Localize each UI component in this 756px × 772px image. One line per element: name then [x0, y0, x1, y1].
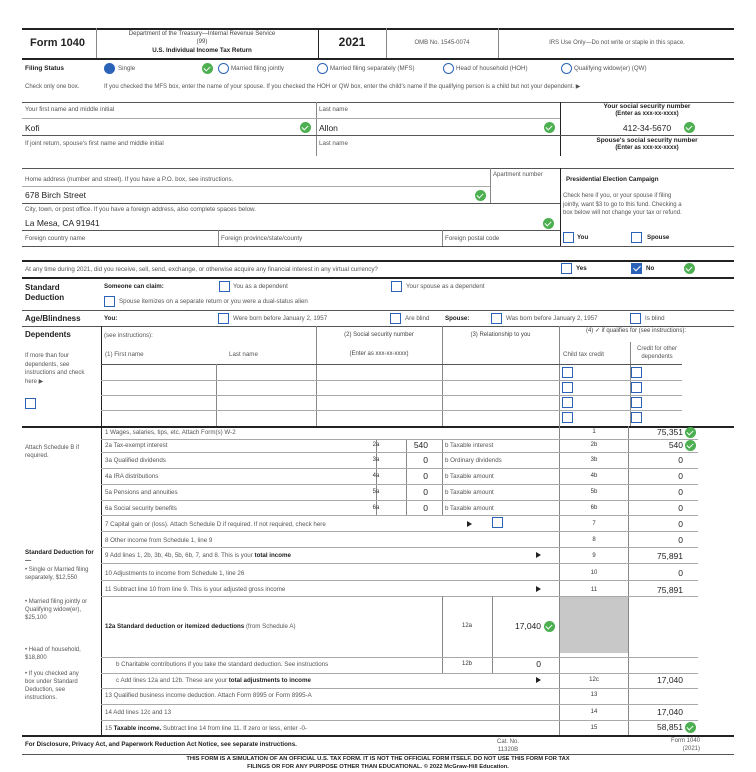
line15-text: Subtract line 14 from line 11. If zero or less, enter -0- [163, 725, 308, 732]
filing-status-label: Filing Status [25, 65, 64, 72]
more-dependents-note: If more than four dependents, see instructions and check here ▶ [25, 353, 85, 385]
dep-you-label: You as a dependent [233, 283, 288, 290]
line14-label: 14 Add lines 12c and 13 [105, 709, 172, 716]
line8-label: 8 Other income from Schedule 1, line 9 [105, 537, 213, 544]
mfs-radio[interactable] [317, 63, 328, 74]
line11-num: 11 [590, 587, 598, 593]
line12b-label: b Charitable contributions if you take the standard deduction. See instructions [116, 661, 329, 668]
line7-num: 7 [592, 521, 596, 527]
line12c-amount[interactable]: 17,040 [657, 675, 683, 685]
form-title: Form 1040 [30, 37, 86, 49]
line9-num: 9 [592, 553, 596, 559]
virtual-question: At any time during 2021, did you receive, sell, send, exchange, or otherwise acquire any financial interest in any virtual currency? [25, 266, 378, 273]
sidebar-std-item2: • Married filing jointly or Qualifying widow(er), $25,100 [25, 599, 88, 621]
line6b-label: b Taxable amount [445, 505, 494, 512]
spouse-ssn-label: Spouse's social security number [596, 137, 698, 144]
dep4-odc-checkbox[interactable] [631, 412, 642, 423]
spouse-blind-checkbox[interactable] [630, 313, 641, 324]
dep-col-ssn: (2) Social security number [344, 332, 414, 338]
dep-col-last: Last name [229, 351, 258, 358]
dep1-odc-checkbox[interactable] [631, 367, 642, 378]
line9-text: 9 Add lines 1, 2b, 3b, 4b, 5b, 6b, 7, and 8. This is your [105, 552, 253, 559]
someone-can-claim: Someone can claim: [104, 283, 164, 290]
footer-year: (2021) [682, 746, 700, 752]
cat-number: Cat. No. 11320B [496, 739, 519, 753]
dep-spouse-checkbox[interactable] [391, 281, 402, 292]
dep3-odc-checkbox[interactable] [631, 397, 642, 408]
line7-amount[interactable]: 0 [678, 519, 683, 529]
dept-name: Department of the Treasury—Internal Revenue Service [128, 31, 276, 37]
line2a-num: 2a [372, 442, 380, 448]
line4a-label: 4a IRA distributions [105, 473, 159, 480]
line14-num: 14 [590, 709, 598, 715]
dep-col-ctc: Child tax credit [563, 351, 604, 358]
line12a-text: 12a Standard deduction or itemized deductions [105, 623, 245, 630]
spouse-first-label: If joint return, spouse's first name and middle initial [25, 140, 164, 147]
spouse-blind-label: Is blind [645, 315, 665, 322]
last-name-valid-icon [544, 122, 555, 133]
you-blind-checkbox[interactable] [390, 313, 401, 324]
dep4-ctc-checkbox[interactable] [562, 412, 573, 423]
dep-col-relationship: (3) Relationship to you [470, 332, 531, 338]
virtual-no-label: No [646, 265, 655, 272]
itemizes-label: Spouse itemizes on a separate return or you were a dual-status alien [119, 298, 308, 305]
line4a-amount[interactable]: 0 [423, 471, 428, 481]
age-blindness-label: Age/Blindness [25, 314, 81, 323]
line6a-amount[interactable]: 0 [423, 503, 428, 513]
city-label: City, town, or post office. If you have a foreign address, also complete spaces below. [25, 206, 256, 213]
ssn-hint: (Enter as xxx-xx-xxxx) [615, 111, 679, 117]
dep-col-odc: Credit for other dependents [636, 346, 678, 360]
line12a-label [105, 623, 296, 630]
virtual-no-checkbox[interactable] [631, 263, 642, 274]
line10-amount[interactable]: 0 [678, 568, 683, 578]
line12-shaded-area [560, 597, 628, 653]
mfs-note: If you checked the MFS box, enter the name of your spouse. If you checked the HOH or QW box, enter the child's name if the qualifying person is a child but not your dependent. ▶ [104, 84, 581, 90]
itemizes-checkbox[interactable] [104, 296, 115, 307]
dep2-ctc-checkbox[interactable] [562, 382, 573, 393]
city-valid-icon [543, 218, 554, 229]
line15-num-text: 15 [105, 725, 112, 732]
line4b-num: 4b [590, 473, 598, 479]
more-dependents-checkbox[interactable] [25, 398, 36, 409]
sidebar-std-item1: • Single or Married filing separately, $12,550 [25, 567, 89, 581]
line3b-amount[interactable]: 0 [678, 455, 683, 465]
ssn-valid-icon [684, 122, 695, 133]
sidebar-std-title: Standard Deduction for— [25, 549, 94, 564]
age-you-label: You: [104, 315, 118, 322]
line11-amount[interactable]: 75,891 [657, 585, 683, 595]
dep2-odc-checkbox[interactable] [631, 382, 642, 393]
last-name-input[interactable]: Allon [319, 123, 338, 133]
omb-number: OMB No. 1545-0074 [414, 40, 470, 46]
province-label: Foreign province/state/county [221, 235, 303, 242]
simulation-notice-2: FILINGS OR FOR ANY PURPOSE OTHER THAN EDUCATIONAL. © 2022 McGraw-Hill Education. [247, 764, 509, 770]
you-born-checkbox[interactable] [218, 313, 229, 324]
dep-you-checkbox[interactable] [219, 281, 230, 292]
campaign-you-checkbox[interactable] [563, 232, 574, 243]
line3a-label: 3a Qualified dividends [105, 457, 166, 464]
mfs-label: Married filing separately (MFS) [330, 65, 415, 72]
line2b-valid-icon [685, 440, 696, 451]
disclosure-note: For Disclosure, Privacy Act, and Paperwork Reduction Act Notice, see separate instructions. [25, 741, 297, 748]
line5b-label: b Taxable amount [445, 489, 494, 496]
line1-amount[interactable]: 75,351 [657, 427, 683, 437]
campaign-spouse-checkbox[interactable] [631, 232, 642, 243]
first-name-label: Your first name and middle initial [25, 106, 115, 113]
form-subtitle: U.S. Individual Income Tax Return [152, 47, 252, 54]
dependents-see: (see instructions): [104, 332, 153, 339]
married-jointly-label: Married filing jointly [231, 65, 284, 72]
line6b-amount[interactable]: 0 [678, 503, 683, 513]
apt-label: Apartment number [493, 172, 543, 178]
single-radio[interactable] [104, 63, 115, 74]
dependents-label: Dependents [25, 330, 71, 339]
line1-valid-icon [685, 427, 696, 438]
line5a-num: 5a [372, 489, 380, 495]
line10-label: 10 Adjustments to income from Schedule 1, line 26 [105, 570, 245, 577]
dep1-ctc-checkbox[interactable] [562, 367, 573, 378]
hoh-radio[interactable] [443, 63, 454, 74]
virtual-valid-icon [684, 263, 695, 274]
virtual-yes-checkbox[interactable] [561, 263, 572, 274]
line9-bold: total income [254, 552, 291, 559]
address-label: Home address (number and street). If you have a P.O. box, see instructions. [25, 176, 234, 183]
line12b-num: 12b [461, 661, 472, 667]
line5a-amount[interactable]: 0 [423, 487, 428, 497]
line12c-num: 12c [589, 677, 599, 683]
line7-checkbox[interactable] [492, 517, 503, 528]
line3a-num: 3a [372, 457, 380, 463]
line1-label: 1 Wages, salaries, tips, etc. Attach Form(s) W-2 [105, 429, 236, 436]
spouse-born-checkbox[interactable] [491, 313, 502, 324]
campaign-title: Presidential Election Campaign [566, 176, 659, 183]
line5b-amount[interactable]: 0 [678, 487, 683, 497]
attach-schedule-b: Attach Schedule B if required. [25, 445, 80, 459]
address-input[interactable]: 678 Birch Street [25, 190, 86, 200]
line2b-label: b Taxable interest [445, 442, 494, 449]
line9-amount[interactable]: 75,891 [657, 551, 683, 561]
line3a-amount[interactable]: 0 [423, 455, 428, 465]
spouse-last-label: Last name [319, 140, 348, 147]
city-input[interactable]: La Mesa, CA 91941 [25, 218, 100, 228]
line12c-text: c Add lines 12a and 12b. These are your [116, 677, 227, 684]
line13-num: 13 [590, 692, 598, 698]
line3b-num: 3b [590, 457, 598, 463]
irs-use-only: IRS Use Only—Do not write or staple in this space. [549, 40, 685, 46]
spouse-ssn-hint: (Enter as xxx-xx-xxxx) [615, 145, 679, 151]
line9-arrow-icon [536, 552, 541, 558]
line9-label [105, 552, 291, 559]
first-name-input[interactable]: Kofi [25, 123, 40, 133]
check-only-one: Check only one box. [25, 84, 80, 90]
line13-label: 13 Qualified business income deduction. Attach Form 8995 or Form 8995-A [105, 692, 312, 699]
dept-code: (99) [196, 39, 208, 45]
line10-num: 10 [590, 570, 598, 576]
line15-label [105, 725, 307, 732]
qw-label: Qualifying widow(er) (QW) [574, 65, 647, 72]
line12a-num: 12a [461, 623, 472, 629]
age-spouse-label: Spouse: [445, 315, 470, 322]
country-label: Foreign country name [25, 235, 86, 242]
line12b-amount[interactable]: 0 [536, 659, 541, 669]
line8-num: 8 [592, 537, 596, 543]
line2b-amount[interactable]: 540 [668, 440, 683, 450]
line15-bold: Taxable income. [113, 725, 162, 732]
line5b-num: 5b [590, 489, 598, 495]
line4b-amount[interactable]: 0 [678, 471, 683, 481]
campaign-text: Check here if you, or your spouse if filing jointly, want $3 to go to this fund. Checking a box below will not change your tax or refund. [563, 193, 682, 216]
single-label: Single [118, 65, 136, 72]
line12a-note: (from Schedule A) [245, 623, 296, 630]
line6a-label: 6a Social security benefits [105, 505, 177, 512]
line3b-label: b Ordinary dividends [445, 457, 502, 464]
line6b-num: 6b [590, 505, 598, 511]
ssn-input[interactable]: 412-34-5670 [622, 123, 672, 133]
valid-check-icon [202, 63, 213, 74]
line4b-label: b Taxable amount [445, 473, 494, 480]
line2b-num: 2b [590, 442, 598, 448]
line2a-label: 2a Tax-exempt interest [105, 442, 168, 449]
simulation-notice-1: THIS FORM IS A SIMULATION OF AN OFFICIAL U.S. TAX FORM. IT IS NOT THE OFFICIAL FORM ITSELF. DO NOT USE THIS FORM FOR TAX [186, 756, 570, 762]
line11-arrow-icon [536, 586, 541, 592]
dep-col-qualifies: (4) ✓ if qualifies for (see instructions): [585, 328, 687, 334]
spouse-born-label: Was born before January 2, 1957 [506, 315, 598, 322]
line4a-num: 4a [372, 473, 380, 479]
line1-num: 1 [592, 429, 596, 435]
campaign-spouse-label: Spouse [647, 234, 670, 241]
line6a-num: 6a [372, 505, 380, 511]
line12a-valid-icon [544, 621, 555, 632]
line12a-amount[interactable]: 17,040 [515, 621, 541, 631]
qw-radio[interactable] [561, 63, 572, 74]
sidebar-std-item4: • If you checked any box under Standard Deduction, see instructions. [25, 671, 79, 701]
you-born-label: Were born before January 2, 1957 [233, 315, 328, 322]
line2a-amount[interactable]: 540 [413, 440, 428, 450]
line15-num: 15 [590, 725, 598, 731]
dep-spouse-label: Your spouse as a dependent [406, 283, 485, 290]
last-name-label: Last name [319, 106, 348, 113]
line8-amount[interactable]: 0 [678, 535, 683, 545]
postal-label: Foreign postal code [445, 235, 500, 242]
dep3-ctc-checkbox[interactable] [562, 397, 573, 408]
dep-col-ssn-hint: (Enter as xxx-xx-xxxx) [349, 351, 409, 357]
line15-amount[interactable]: 58,851 [657, 722, 683, 732]
line5a-label: 5a Pensions and annuities [105, 489, 178, 496]
line15-valid-icon [685, 722, 696, 733]
line11-label: 11 Subtract line 10 from line 9. This is your adjusted gross income [105, 586, 286, 593]
campaign-you-label: You [577, 234, 589, 241]
hoh-label: Head of household (HOH) [456, 65, 528, 72]
virtual-yes-label: Yes [576, 265, 587, 272]
tax-year: 2021 [338, 35, 366, 49]
line14-amount[interactable]: 17,040 [657, 707, 683, 717]
standard-deduction-label: Standard Deduction [25, 283, 65, 302]
ssn-label: Your social security number [603, 103, 691, 110]
married-jointly-radio[interactable] [218, 63, 229, 74]
line12c-label [116, 677, 311, 684]
line12c-arrow-icon [536, 677, 541, 683]
line12c-bold: total adjustments to income [228, 677, 311, 684]
first-name-valid-icon [300, 122, 311, 133]
sidebar-std-item3: • Head of household, $18,800 [25, 647, 81, 661]
line7-label: 7 Capital gain or (loss). Attach Schedule D if required. If not required, check here [105, 521, 326, 528]
line7-arrow-icon [467, 521, 472, 527]
footer-form: Form 1040 [670, 738, 700, 744]
dep-col-first: (1) First name [105, 351, 144, 358]
you-blind-label: Are blind [405, 315, 430, 322]
address-valid-icon [475, 190, 486, 201]
